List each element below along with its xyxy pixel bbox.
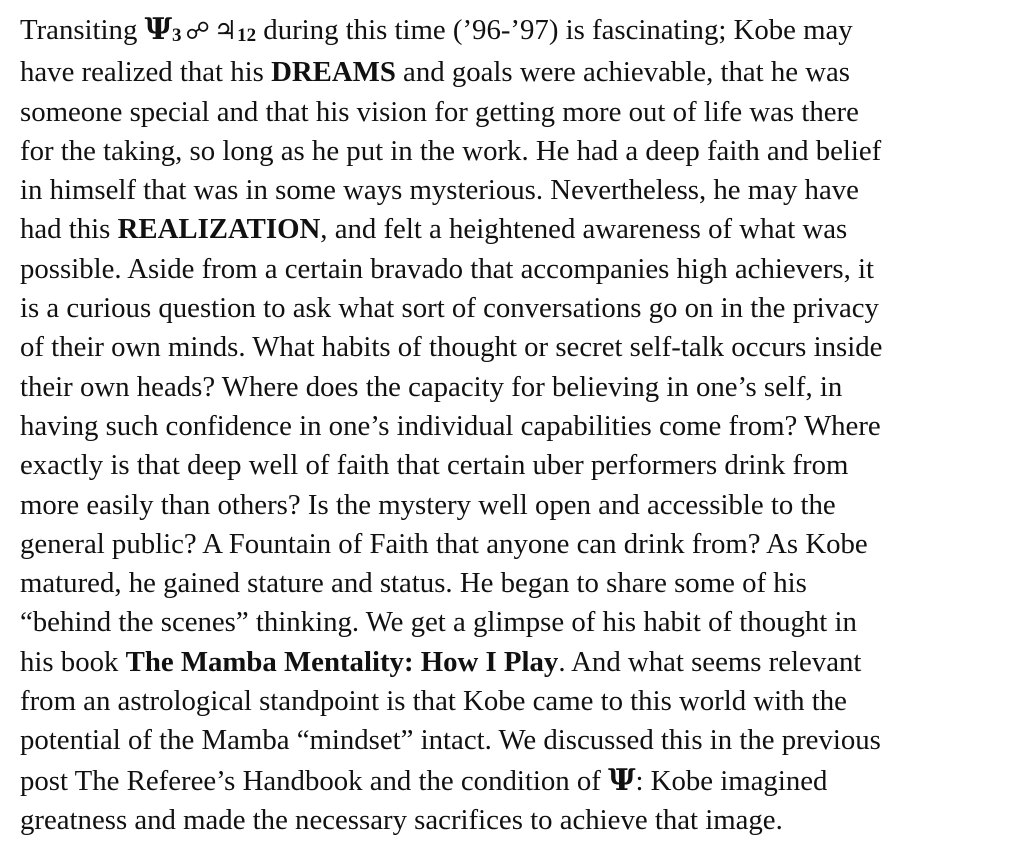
jupiter-house-subscript: 12: [237, 25, 257, 46]
realization-emphasis: REALIZATION: [117, 213, 321, 246]
body-paragraph: [20, 10, 996, 840]
neptune-glyph-icon: Ψ: [608, 762, 636, 798]
text-line: general public? A Fountain of Faith that anyone can drink from? As Kobe: [20, 527, 868, 560]
text-line: “behind the scenes” thinking. We get a glimpse of his habit of thought in: [20, 606, 857, 639]
neptune-house-subscript: 3: [171, 25, 182, 46]
text-line: having such confidence in one’s individual capabilities come from? Where: [20, 409, 881, 442]
line-tail-text: during this time (’96-’97) is fascinating; Kobe may: [256, 14, 853, 46]
line-text: , and felt a heightened awareness of what was: [320, 213, 848, 246]
text-line: greatness and made the necessary sacrifices to achieve that image.: [20, 803, 783, 836]
line-text: his book: [20, 645, 126, 678]
line-text: : Kobe imagined: [635, 764, 828, 797]
text-line: of their own minds. What habits of thought or secret self-talk occurs inside: [20, 331, 883, 364]
text-line: [20, 53, 996, 92]
line-text: post The Referee’s Handbook and the condition of: [20, 764, 609, 797]
neptune-glyph-icon: Ψ: [144, 12, 172, 47]
line-text: . And what seems relevant: [558, 645, 862, 678]
text-line: for the taking, so long as he put in the work. He had a deep faith and belief: [20, 134, 882, 167]
line-text: had this: [20, 213, 118, 246]
text-line: is a curious question to ask what sort of conversations go on in the privacy: [20, 292, 879, 325]
book-title: The Mamba Mentality: How I Play: [125, 645, 559, 678]
text-line: [20, 761, 996, 801]
text-line: potential of the Mamba “mindset” intact. We discussed this in the previous: [20, 724, 881, 757]
text-line: [20, 643, 996, 682]
text-line: more easily than others? Is the mystery well open and accessible to the: [20, 488, 836, 521]
opposition-glyph-icon: ☍: [185, 17, 210, 45]
text-line: possible. Aside from a certain bravado that accompanies high achievers, it: [20, 252, 875, 285]
text-line: exactly is that deep well of faith that certain uber performers drink from: [20, 449, 849, 482]
text-line: someone special and that his vision for getting more out of life was there: [20, 95, 859, 128]
text-line: from an astrological standpoint is that Kobe came to this world with the: [20, 685, 847, 718]
jupiter-glyph-icon: ♃: [213, 16, 238, 46]
text-line: in himself that was in some ways mysterious. Nevertheless, he may have: [20, 174, 859, 207]
line-text: and goals were achievable, that he was: [395, 56, 851, 89]
text-line: [20, 10, 996, 53]
text-line: their own heads? Where does the capacity for believing in one’s self, in: [20, 370, 843, 403]
line-text: have realized that his: [20, 56, 272, 89]
text-line: matured, he gained stature and status. He began to share some of his: [20, 567, 807, 600]
text-line: [20, 210, 996, 249]
line-lead-text: Transiting: [20, 14, 145, 46]
dreams-emphasis: DREAMS: [271, 56, 396, 89]
